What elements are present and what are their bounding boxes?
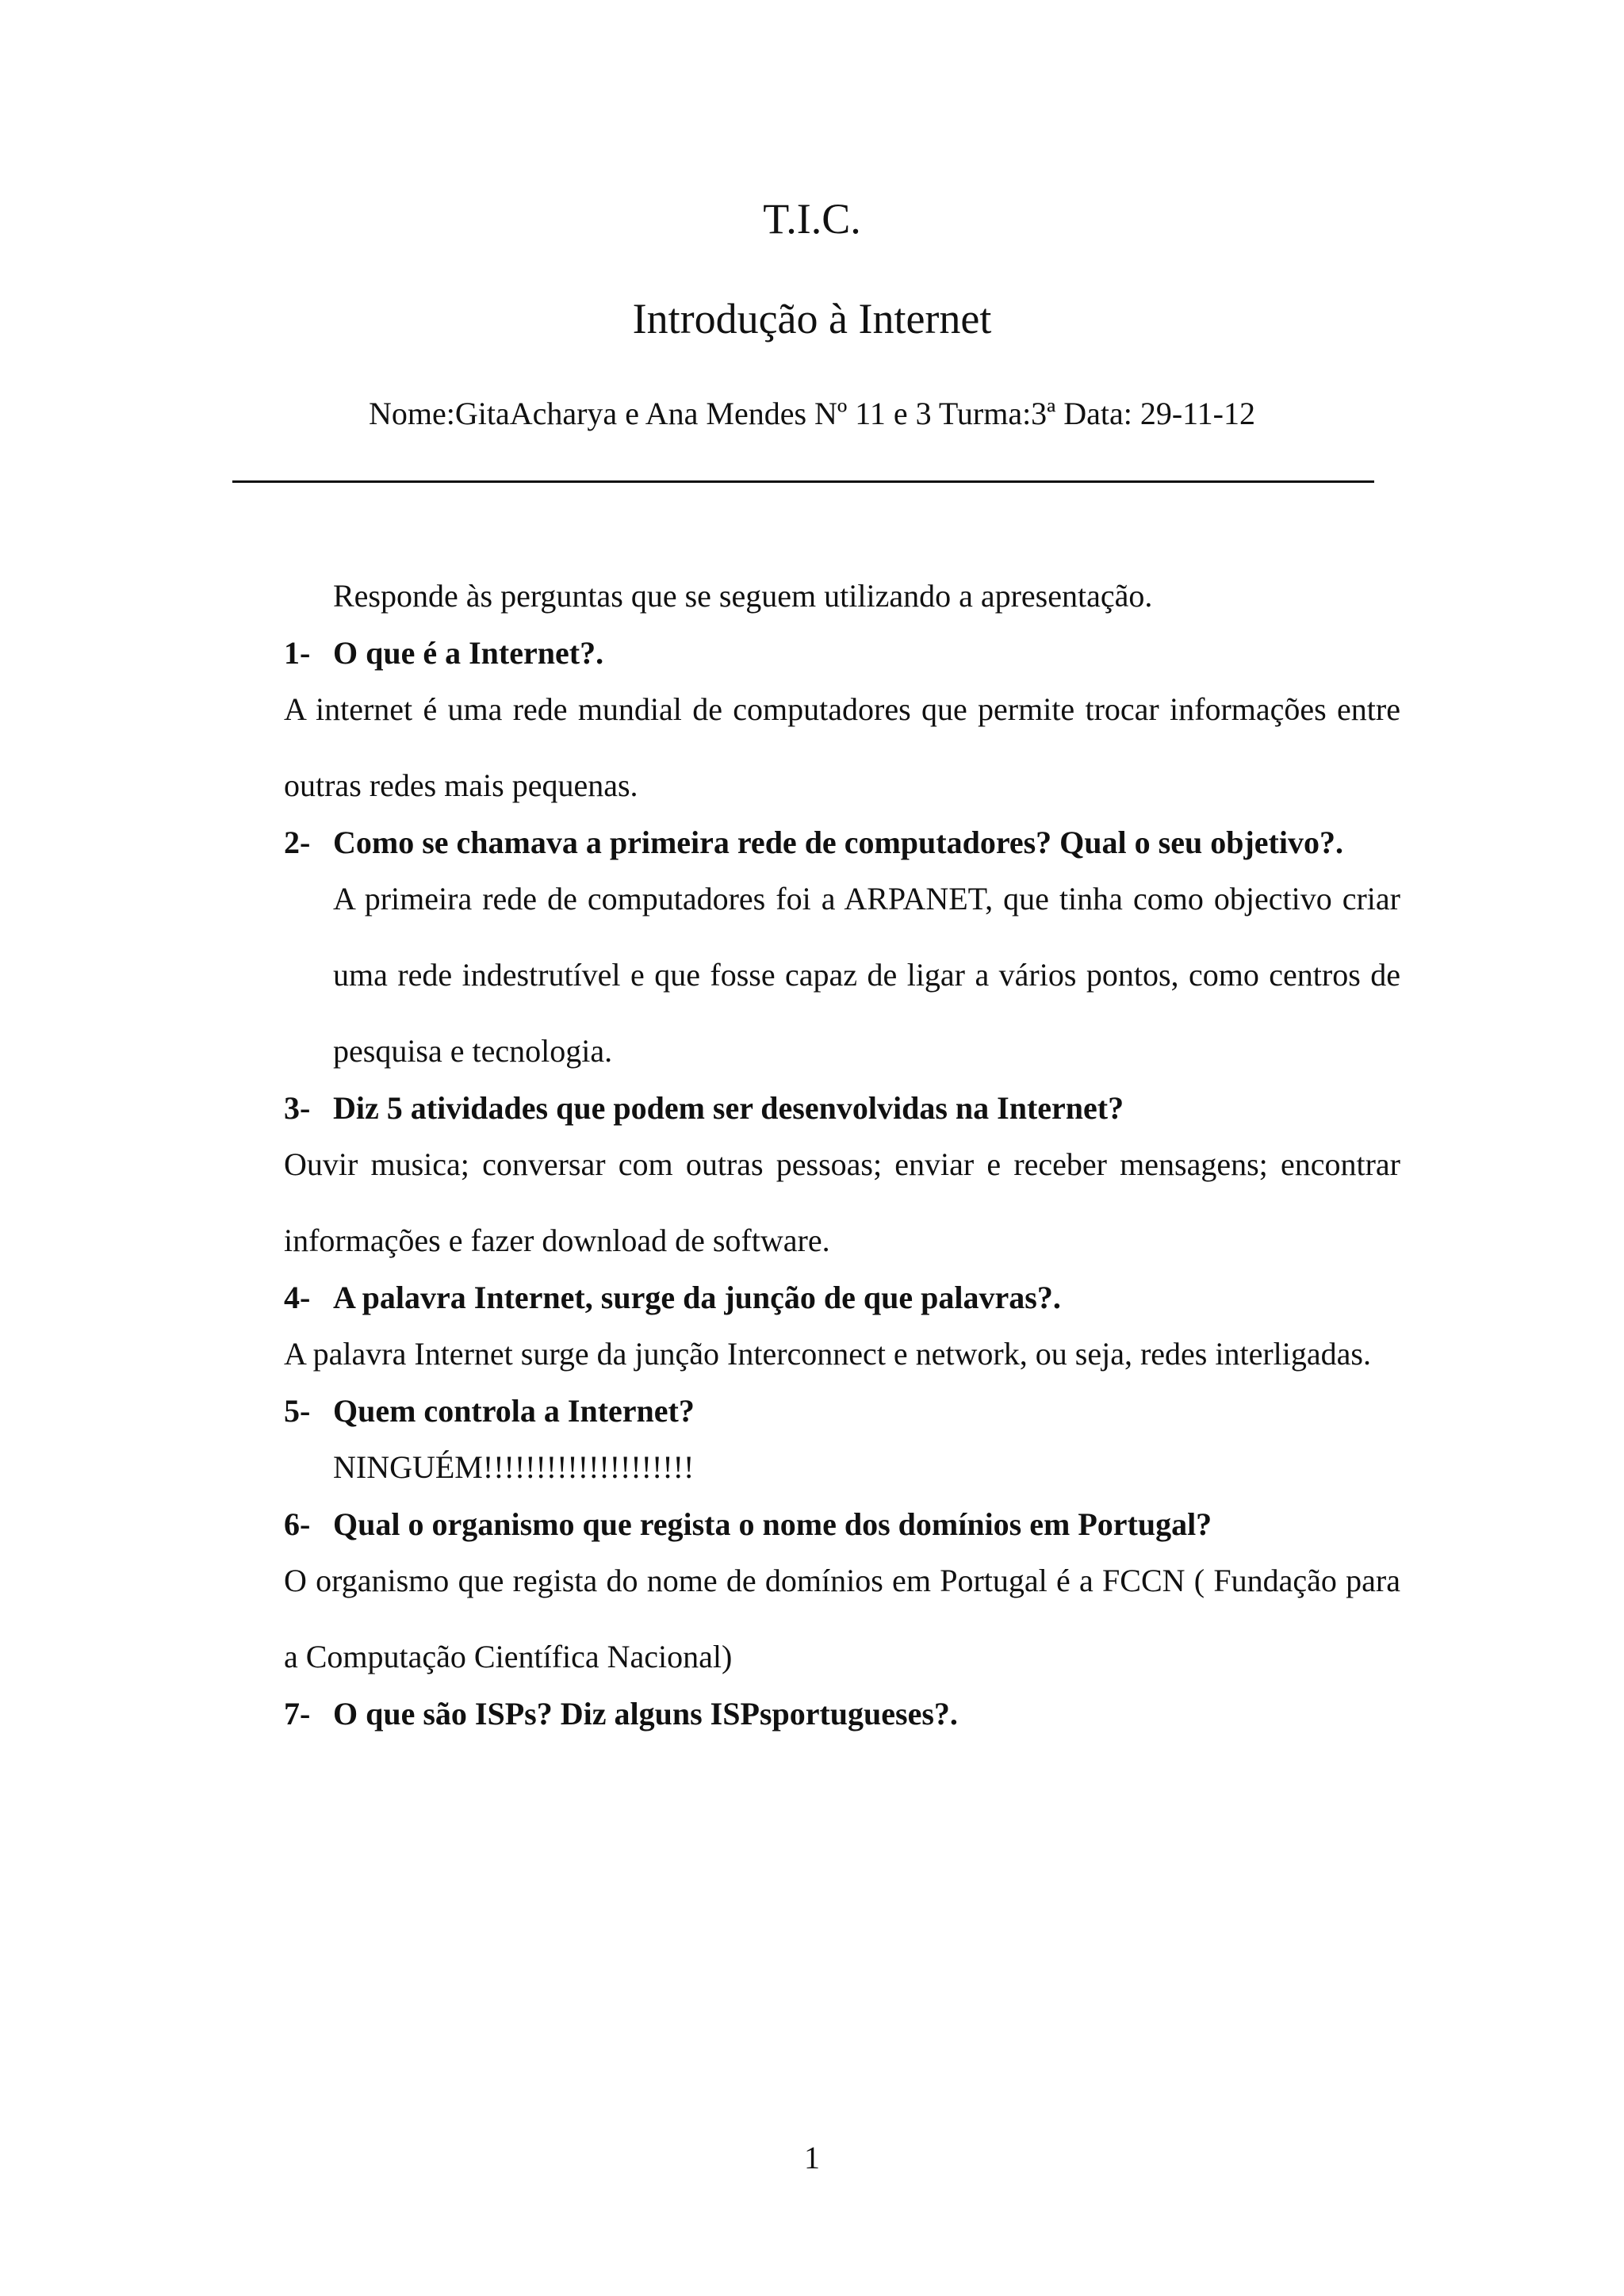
answer-2: A primeira rede de computadores foi a ARPANET, que tinha como objectivo criar uma rede indestrutível e que fosse capaz de ligar a vários pontos, como centros de pesquisa e tecnologia. xyxy=(333,881,1400,1069)
question-text: Qual o organismo que regista o nome dos domínios em Portugal? xyxy=(333,1506,1212,1542)
question-number: 2- xyxy=(284,825,311,860)
answer-6: O organismo que regista do nome de domínios em Portugal é a FCCN ( Fundação para a Computação Científica Nacional) xyxy=(284,1563,1400,1674)
question-number: 3- xyxy=(284,1090,311,1126)
question-text: Como se chamava a primeira rede de computadores? Qual o seu objetivo?. xyxy=(333,825,1343,860)
answer-3: Ouvir musica; conversar com outras pessoas; enviar e receber mensagens; encontrar informações e fazer download de software. xyxy=(284,1146,1400,1258)
question-3 xyxy=(284,1089,1400,1127)
question-text: O que é a Internet?. xyxy=(333,635,604,671)
student-info-line: Nome:GitaAcharya e Ana Mendes Nº 11 e 3 Turma:3ª Data: 29-11-12 xyxy=(368,396,1255,431)
instruction-text: Responde às perguntas que se seguem utilizando a apresentação. xyxy=(333,578,1153,614)
answer-4: A palavra Internet surge da junção Interconnect e network, ou seja, redes interligadas. xyxy=(284,1336,1371,1372)
question-text: A palavra Internet, surge da junção de que palavras?. xyxy=(333,1280,1061,1315)
worksheet-body xyxy=(284,577,1400,1751)
page-number: 1 xyxy=(804,2140,820,2175)
question-1 xyxy=(284,634,1400,672)
answer-5: NINGUÉM!!!!!!!!!!!!!!!!!!!! xyxy=(333,1449,695,1485)
question-6 xyxy=(284,1506,1400,1543)
question-7 xyxy=(284,1695,1400,1732)
topic-title: Introdução à Internet xyxy=(632,295,992,342)
question-text: Diz 5 atividades que podem ser desenvolvidas na Internet? xyxy=(333,1090,1124,1126)
question-number: 5- xyxy=(284,1393,311,1429)
answer-1: A internet é uma rede mundial de computadores que permite trocar informações entre outras redes mais pequenas. xyxy=(284,691,1400,803)
question-text: O que são ISPs? Diz alguns ISPsportugueses?. xyxy=(333,1696,958,1732)
question-number: 6- xyxy=(284,1506,311,1542)
question-number: 7- xyxy=(284,1696,311,1732)
course-title: T.I.C. xyxy=(763,195,861,243)
question-5 xyxy=(284,1392,1400,1429)
question-2 xyxy=(284,824,1400,861)
question-4 xyxy=(284,1279,1400,1316)
question-number: 4- xyxy=(284,1280,311,1315)
question-text: Quem controla a Internet? xyxy=(333,1393,695,1429)
header-divider xyxy=(232,480,1374,483)
question-number: 1- xyxy=(284,635,311,671)
